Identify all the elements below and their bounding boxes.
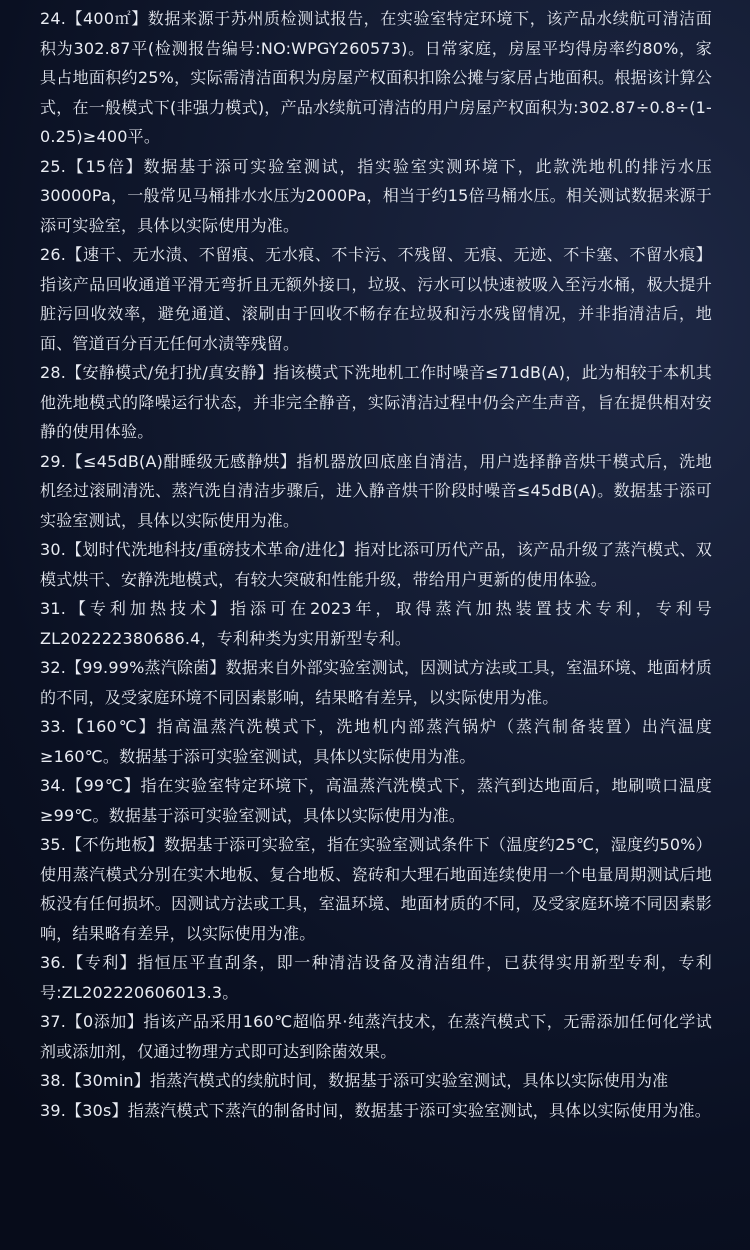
footnote-38: 38.【30min】指蒸汽模式的续航时间，数据基于添可实验室测试，具体以实际使用为准: [40, 1071, 669, 1090]
footnote-26: 26.【速干、无水渍、不留痕、无水痕、不卡污、不残留、无痕、无迹、不卡塞、不留水痕】指该产品回收通道平滑无弯折且无额外接口，垃圾、污水可以快速被吸入至污水桶，极大提升脏污回收效率，避免通道、滚刷由于回收不畅存在垃圾和污水残留情况，并非指清洁后，地面、管道百分百无任何水渍等残留。: [40, 245, 712, 353]
footnote-32: 32.【99.99%蒸汽除菌】数据来自外部实验室测试，因测试方法或工具，室温环境、地面材质的不同，及受家庭环境不同因素影响，结果略有差异，以实际使用为准。: [40, 658, 712, 707]
footnote-25: 25.【15倍】数据基于添可实验室测试，指实验室实测环境下，此款洗地机的排污水压30000Pa，一般常见马桶排水水压为2000Pa，相当于约15倍马桶水压。相关测试数据来源于添可实验室，具体以实际使用为准。: [40, 156, 712, 235]
footnote-36: 36.【专利】指恒压平直刮条，即一种清洁设备及清洁组件，已获得实用新型专利，专利号:ZL202220606013.3。: [40, 953, 712, 1002]
footnote-35: 35.【不伤地板】数据基于添可实验室，指在实验室测试条件下（温度约25℃，湿度约50%）使用蒸汽模式分别在实木地板、复合地板、瓷砖和大理石地面连续使用一个电量周期测试后地板没有任何损坏。因测试方法或工具，室温环境、地面材质的不同，及受家庭环境不同因素影响，结果略有差异，以实际使用为准。: [40, 835, 712, 943]
footnote-28: 28.【安静模式/免打扰/真安静】指该模式下洗地机工作时噪音≤71dB(A)，此为相较于本机其他洗地模式的降噪运行状态，并非完全静音，实际清洁过程中仍会产生声音，旨在提供相对安静的使用体验。: [40, 363, 712, 441]
footnote-31: 31.【专利加热技术】指添可在2023年，取得蒸汽加热装置技术专利，专利号ZL202222380686.4，专利种类为实用新型专利。: [40, 599, 712, 648]
footnote-30: 30.【划时代洗地科技/重磅技术革命/进化】指对比添可历代产品，该产品升级了蒸汽模式、双模式烘干、安静洗地模式，有较大突破和性能升级，带给用户更新的使用体验。: [40, 540, 712, 589]
footnote-34: 34.【99℃】指在实验室特定环境下，高温蒸汽洗模式下，蒸汽到达地面后，地刷喷口温度≥99℃。数据基于添可实验室测试，具体以实际使用为准。: [40, 776, 712, 825]
footnote-24: 24.【400㎡】数据来源于苏州质检测试报告，在实验室特定环境下，该产品水续航可清洁面积为302.87平(检测报告编号:NO:WPGY260573)。日常家庭，房屋平均得房率约80%，家具占地面积约25%，实际需清洁面积为房屋产权面积扣除公摊与家居占地面积。根据该计算公式，在一般模式下(非强力模式)，产品水续航可清洁的用户房屋产权面积为:302.87÷0.8÷(1-0.25)≥400平。: [40, 9, 712, 146]
footnote-39: 39.【30s】指蒸汽模式下蒸汽的制备时间，数据基于添可实验室测试，具体以实际使用为准。: [40, 1100, 711, 1120]
footnote-33: 33.【160℃】指高温蒸汽洗模式下，洗地机内部蒸汽锅炉（蒸汽制备装置）出汽温度≥160℃。数据基于添可实验室测试，具体以实际使用为准。: [40, 717, 712, 766]
footnote-list: [40, 4, 712, 1125]
footnote-29: 29.【≤45dB(A)酣睡级无感静烘】指机器放回底座自清洁，用户选择静音烘干模式后，洗地机经过滚刷清洗、蒸汽洗自清洁步骤后，进入静音烘干阶段时噪音≤45dB(A)。数据基于添可实验室测试，具体以实际使用为准。: [40, 451, 712, 530]
footnote-37: 37.【0添加】指该产品采用160℃超临界·纯蒸汽技术，在蒸汽模式下，无需添加任何化学试剂或添加剂，仅通过物理方式即可达到除菌效果。: [40, 1012, 712, 1061]
